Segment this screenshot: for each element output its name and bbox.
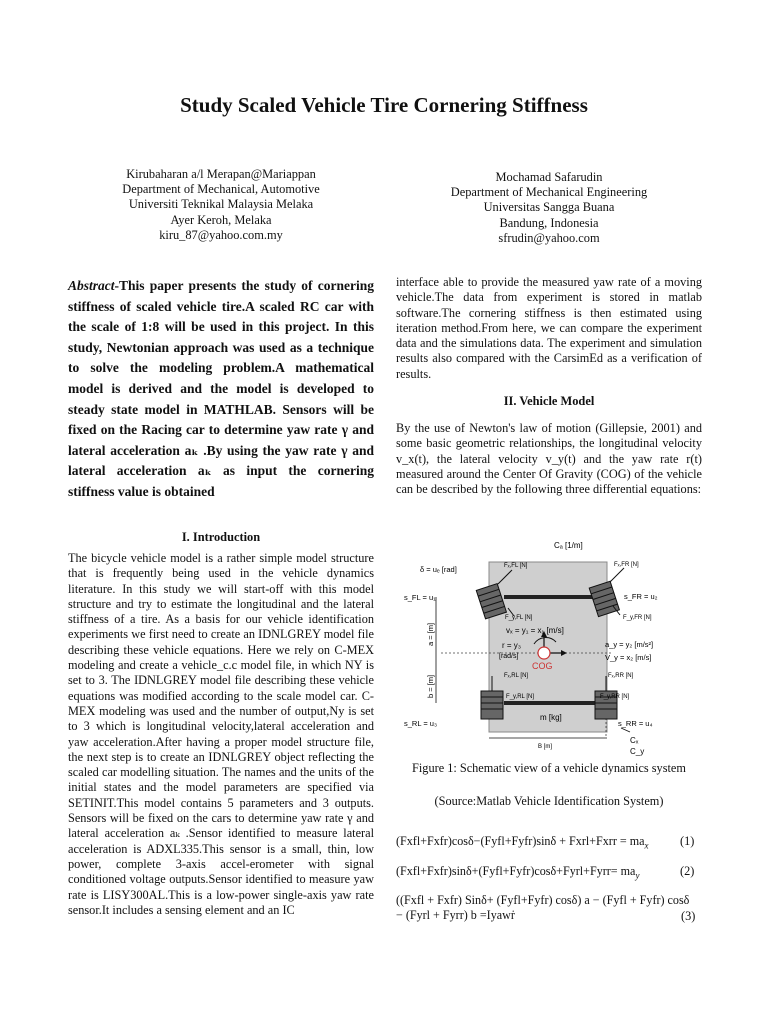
abstract-text: -This paper presents the study of cornering stiffness of scaled vehicle tire.A scaled RC car with the scale of 1:8 will be used in this project. In this study, Newtonian approach was used as a technique to solve the modeling problem.A mathematical model is derived and the model is developed to steady state model in MATHLAB. Sensors will be fixed on the Racing car to determine yaw rate γ and lateral acceleration aₖ .By using the yaw rate γ and lateral acceleration aₖ as input the cornering stiffness value is obtained	[68, 278, 374, 499]
intro-heading: I. Introduction	[181, 530, 261, 544]
author-name: Mochamad Safarudin	[495, 170, 603, 184]
label-fxfl: Fₓ,FL [N]	[504, 563, 528, 569]
vehicle-model-heading: II. Vehicle Model	[503, 394, 595, 408]
author-affiliation: Universitas Sangga Buana	[483, 200, 615, 215]
author-location: Bandung, Indonesia	[499, 215, 599, 230]
equation-3-line1: ((Fxfl + Fxfr) Sinδ+ (Fyfl+Fyfr) cosδ) a − (Fyfl + Fyfr) cosδ	[396, 893, 690, 907]
figure-caption: Figure 1: Schematic view of a vehicle dynamics system	[412, 761, 686, 775]
label-r: r = y₃	[502, 641, 522, 650]
label-fyrr: F_y,RR [N]	[600, 694, 630, 700]
label-fyrl: F_y,RL [N]	[506, 694, 535, 700]
label-vy: V_y = x₂ [m/s]	[605, 653, 652, 662]
force-arrow-fxfr	[610, 568, 624, 582]
label-cog: COG	[532, 661, 553, 671]
label-sfr: s_FR = u₂	[624, 592, 658, 601]
author-block-1	[68, 167, 374, 243]
cog-marker	[538, 647, 550, 659]
author-name: Kirubaharan a/l Merapan@Mariappan	[126, 167, 316, 181]
author-block-2	[396, 170, 702, 246]
label-srr: s_RR = u₄	[618, 719, 653, 728]
label-a: a = [m]	[426, 622, 435, 646]
label-ay: a_y = y₂ [m/s²]	[605, 640, 654, 649]
author-email: sfrudin@yahoo.com	[498, 230, 600, 245]
label-fyfr: F_y,FR [N]	[623, 615, 652, 621]
label-srl: s_RL = u₃	[404, 719, 438, 728]
label-mass: m [kg]	[540, 713, 562, 722]
label-cx: Cₓ	[630, 736, 639, 745]
author-affiliation: Department of Mechanical Engineering	[450, 185, 648, 200]
label-ca: Cₐ [1/m]	[554, 541, 583, 550]
label-cy: C_y	[630, 747, 645, 756]
paper-title: Study Scaled Vehicle Tire Cornering Stiffness	[180, 93, 588, 117]
label-sfl: s_FL = u₁	[404, 593, 436, 602]
column2-text: interface able to provide the measured yaw rate of a moving vehicle.The data from experiment is stored in matlab software.The cornering stiffness is then estimated using iteration method.From here, we can compare the experiment data and the simulations data. The experiment and simulation results also compared with the CarsimEd as a verification of results.	[396, 275, 702, 381]
label-vx: vₓ = y₁ = x₁ [m/s]	[506, 626, 564, 635]
author-affiliation: Department of Mechanical, Automotive	[122, 182, 320, 197]
author-affiliation: Universiti Teknikal Malaysia Melaka	[128, 197, 314, 212]
label-r-unit: [rad/s]	[499, 653, 519, 660]
rear-left-wheel	[481, 691, 503, 719]
label-fxrl: Fₓ,RL [N]	[504, 673, 529, 679]
author-location: Ayer Keroh, Melaka	[170, 212, 272, 227]
equation-1: (Fxfl+Fxfr)cosδ−(Fyfl+Fyfr)sinδ + Fxrl+Fxrr = $ma_x$	[396, 834, 649, 851]
equation-3	[396, 893, 702, 923]
label-fxfr: Fₓ,FR [N]	[614, 562, 639, 568]
equation-3-number: (3)	[681, 909, 696, 923]
label-b: b = [m]	[426, 674, 435, 698]
equation-2: (Fxfl+Fxfr)sinδ+(Fyfl+Fyfr)cosδ+Fyrl+Fyrr= $ma_y$	[396, 864, 640, 881]
abstract-label: Abstract	[68, 278, 115, 293]
figure-source: (Source:Matlab Vehicle Identification System)	[434, 794, 664, 808]
author-email: kiru_87@yahoo.com.my	[159, 227, 283, 242]
label-fyfl: F_y,FL [N]	[505, 615, 533, 621]
equation-3-line2: − (Fyrl + Fyrr) b =Iyawṙ	[396, 908, 515, 923]
vehicle-model-text: By the use of Newton's law of motion (Gillepsie, 2001) and some basic geometric relationships, the longitudinal velocity v_x(t), the lateral velocity v_y(t) and the yaw rate r(t) measured around the Center Of Gravity (COG) of the vehicle can be described by the following three differential equations:	[396, 421, 702, 497]
equation-1-number: (1)	[680, 834, 695, 848]
abstract	[68, 276, 374, 503]
label-fxrr: Fₓ,RR [N]	[608, 673, 634, 679]
vehicle-dynamics-figure	[396, 536, 706, 758]
label-delta: δ = uₑ [rad]	[420, 565, 457, 574]
equation-2-number: (2)	[680, 864, 695, 878]
label-track: B [m]	[538, 744, 553, 750]
c-axis-line	[621, 728, 630, 732]
intro-text: The bicycle vehicle model is a rather simple model structure that is frequently being used in the vehicle dynamics literature. In this study we will start-off with this model structure and try to estimate the longitudinal and the lateral stiffness of a tire. As a basis for our vehicle identification experiments we first need to create an IDNLGREY model file describing these vehicle equations. Here we rely on C-MEX modeling and create a vehicle_c.c model file, in which NY is set to 3. The IDNLGREY model file describing these vehicle equations was modified according to the scale model car. C-MEX modeling was used and the number of output,Ny is set to 3 which is longitudinal velocity,lateral acceleration and yaw acceleration.After having a proper model structure file, the next step is to create an IDNLGREY object reflecting the scaled car modelling situation. The names and the units of the initial states and the model parameters are specified via SETINIT.This model contains 5 parameters and 3 outputs. Sensors will be fixed on the cars to determine yaw rate γ and lateral acceleration aₖ .Sensor identified to measure lateral acceleration is ADXL335.This sensor is a small, thin, low power, complete 3-axis accel-erometer with signal conditioned voltage outputs.Sensor identified to measure yaw rate is LISY300AL.This is a low-power single-axis yaw rate sensor.It includes a sensing element and an IC	[68, 551, 374, 917]
